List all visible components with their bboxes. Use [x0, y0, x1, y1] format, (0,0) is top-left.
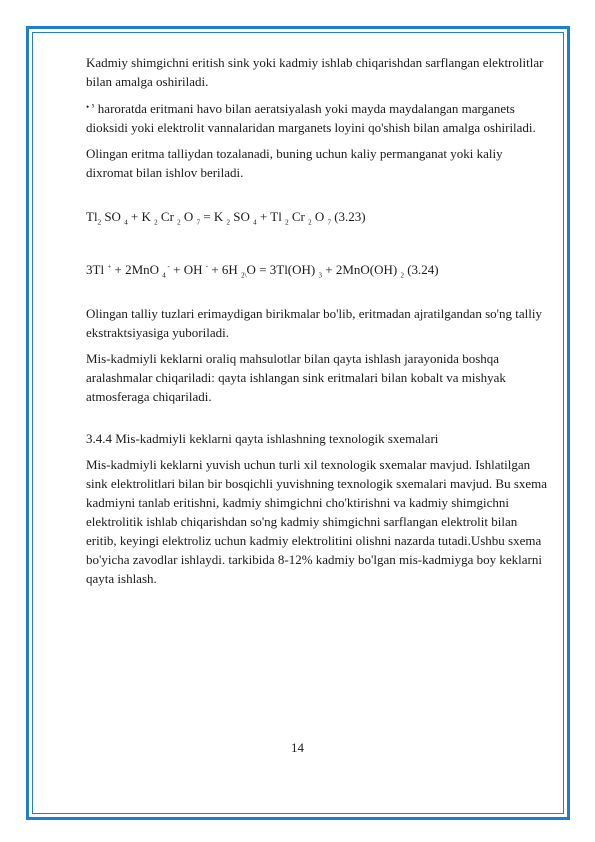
page-content [86, 53, 548, 595]
paragraph-2-text: haroratda eritmani havo bilan aeratsiyalash yoki mayda maydalangan marganets dioksidi yoki elektrolit vannalaridan marganets loyini qo'shish bilan amalga oshiriladi. [86, 101, 536, 135]
paragraph-2 [86, 98, 548, 137]
paragraph-4: Olingan talliy tuzlari erimaydigan birikmalar bo'lib, eritmadan ajratilgandan so'ng talliy ekstraktsiyasiga yuboriladi. [86, 306, 542, 340]
paragraph-3: Olingan eritma talliydan tozalanadi, buning uchun kaliy permanganat yoki kaliy dixromat bilan ishlov beriladi. [86, 146, 503, 180]
paragraph-6: Mis-kadmiyli keklarni yuvish uchun turli xil texnologik sxemalar mavjud. Ishlatilgan sink elektrolitlari bilan bir bosqichli yuvishning texnologik sxemalari mavjud. Bu sxema kadmiyni tanlab eritishni, kadmiy shimgichni cho'ktirishni va kadmiy shimgichni elektrolitik ishlab chiqarishdan so'ng kadmiy shimgichni sarflangan elektrolit bilan eritib, keyingi elektroliz uchun kadmiy elektrolitini olishni nazarda tutadi.Ushbu sxema bo'yicha zavodlar ishlaydi. tarkibida 8-12% kadmiy bo'lgan mis-kadmiyga boy keklarni qayta ishlash. [86, 457, 548, 586]
page-number: 14 [291, 740, 304, 755]
equation-3-24: 3Tl + + 2MnO $_4$ - + OH - + 6H $_{2\backslash}$O = 3Tl(OH) $_3$ + 2MnO(OH) $_2$ (3.24) [86, 262, 439, 280]
section-heading: 3.4.4 Mis-kadmiyli keklarni qayta ishlashning texnologik sxemalari [86, 431, 439, 446]
equation-3-23: $Tl_2$ SO $_4$ + K $_2$ Cr $_2$ O $_7$ = K $_2$ SO $_4$ + Tl $_2$ Cr $_2$ O $_7$ (3.23) [86, 209, 366, 227]
bullet-marker: • ⁵ [86, 102, 95, 112]
paragraph-1: Kadmiy shimgichni eritish sink yoki kadmiy ishlab chiqarishdan sarflangan elektrolitlar bilan amalga oshiriladi. [86, 55, 544, 89]
paragraph-5: Mis-kadmiyli keklarni oraliq mahsulotlar bilan qayta ishlash jarayonida boshqa aralashmalar chiqariladi: qayta ishlangan sink eritmalari bilan kobalt va mishyak atmosferaga chiqariladi. [86, 351, 506, 404]
